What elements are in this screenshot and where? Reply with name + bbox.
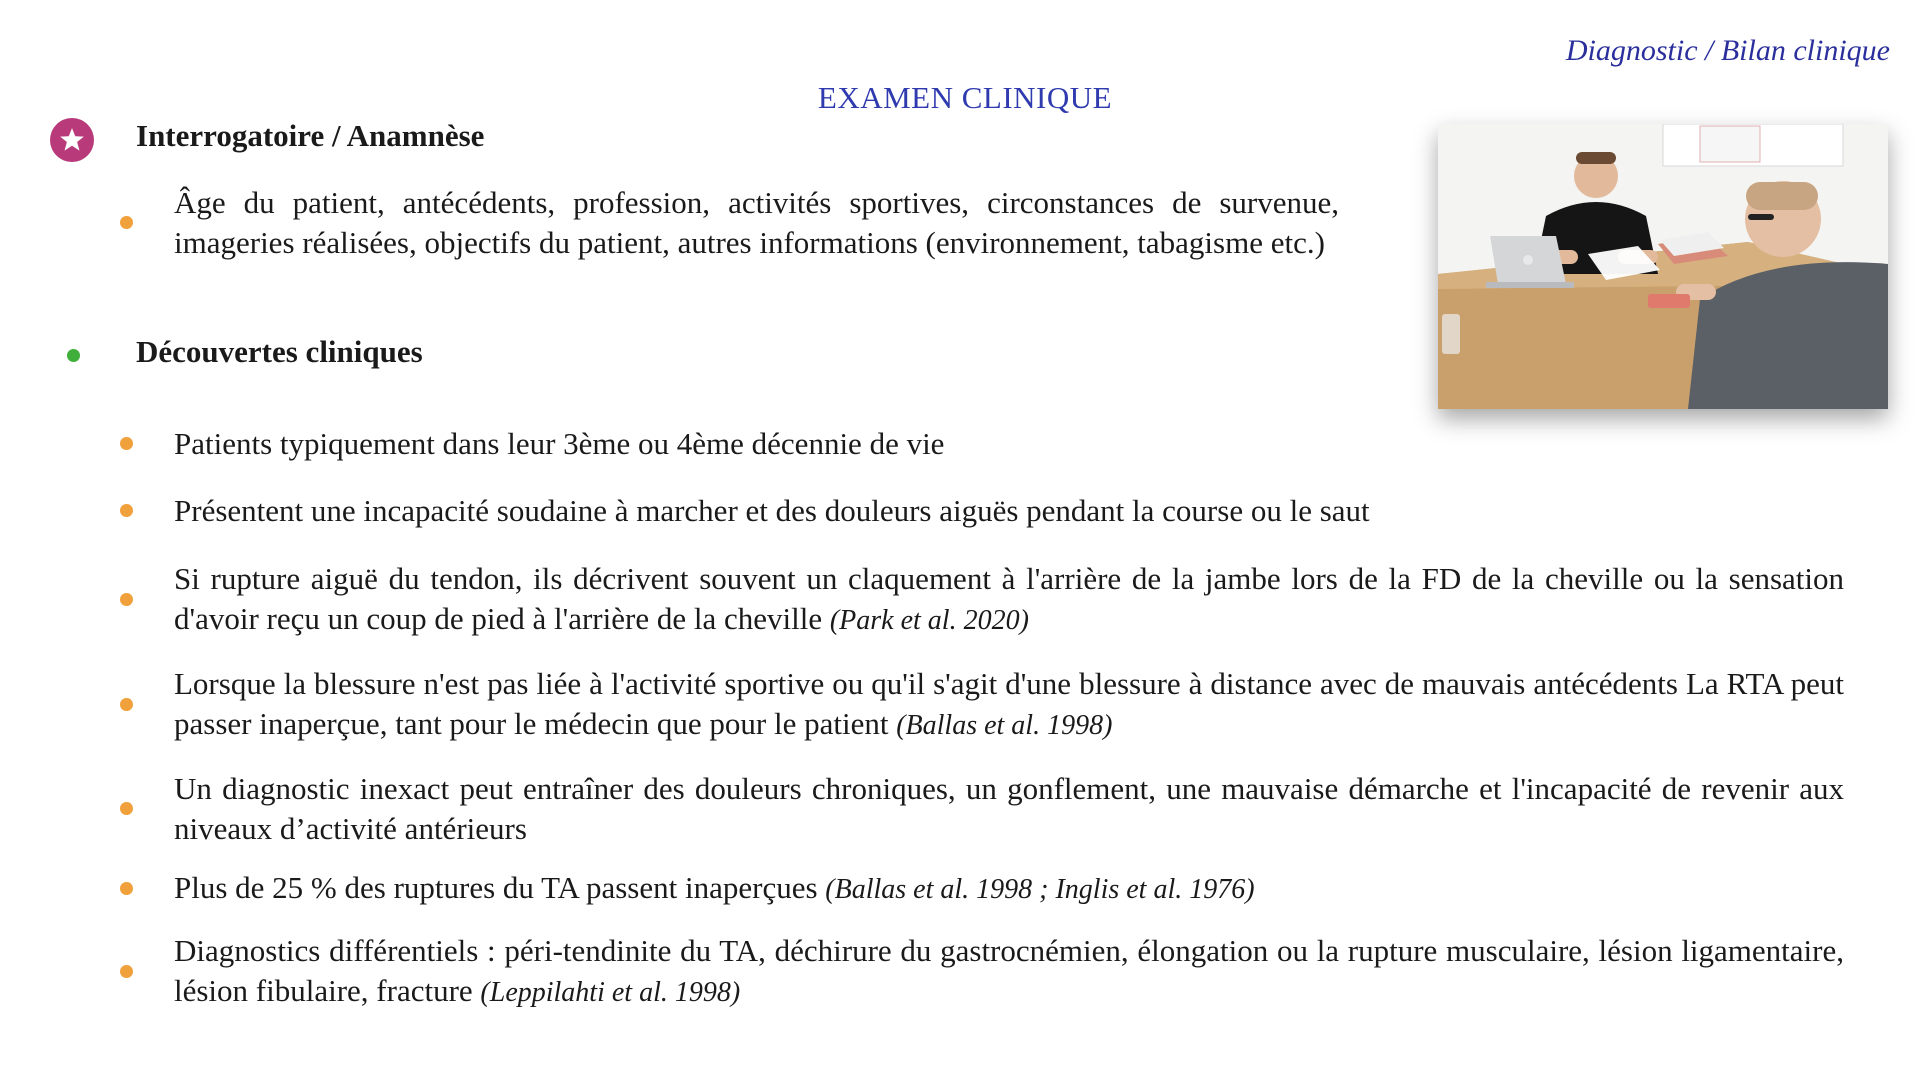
list-item [174,183,1339,263]
list-item [174,559,1844,641]
bullet-icon [120,698,133,711]
citation: (Ballas et al. 1998) [896,710,1113,741]
bullet-icon [120,802,133,815]
bullet-icon [120,216,133,229]
consultation-photo [1438,124,1888,409]
bullet-icon [120,593,133,606]
star-icon [50,118,94,162]
section-heading-decouvertes: Découvertes cliniques [136,334,423,369]
list-item [174,769,1844,849]
list-item-text: Diagnostics différentiels : péri-tendinite du TA, déchirure du gastrocnémien, élongation ou la rupture musculaire, lésion ligamentaire, lésion fibulaire, fracture [174,933,1844,1008]
list-item [174,664,1844,746]
list-item-text: Présentent une incapacité soudaine à marcher et des douleurs aiguës pendant la course ou le saut [174,493,1370,528]
citation: (Ballas et al. 1998 ; Inglis et al. 1976) [825,874,1255,905]
list-item-text: Si rupture aiguë du tendon, ils décrivent souvent un claquement à l'arrière de la jambe lors de la FD de la cheville ou la sensation d'avoir reçu un coup de pied à l'arrière de la cheville [174,561,1844,636]
citation: (Park et al. 2020) [829,605,1029,636]
list-item-text: Âge du patient, antécédents, profession, activités sportives, circonstances de survenue, imageries réalisées, objectifs du patient, autres informations (environnement, tabagisme etc.) [174,185,1339,260]
bullet-icon [120,437,133,450]
green-dot-icon [67,349,80,362]
slide-title: EXAMEN CLINIQUE [817,80,1113,115]
breadcrumb: Diagnostic / Bilan clinique [1565,34,1890,67]
list-item-text: Plus de 25 % des ruptures du TA passent inaperçues [174,870,818,905]
list-item-text: Un diagnostic inexact peut entraîner des douleurs chroniques, un gonflement, une mauvaise démarche et l'incapacité de revenir aux niveaux d’activité antérieurs [174,771,1844,846]
bullet-icon [120,965,133,978]
list-item-text: Patients typiquement dans leur 3ème ou 4ème décennie de vie [174,426,945,461]
section-heading-anamnese: Interrogatoire / Anamnèse [136,118,485,153]
bullet-icon [120,882,133,895]
bullet-icon [120,504,133,517]
list-item [174,424,1854,464]
citation: (Leppilahti et al. 1998) [480,977,741,1008]
list-item [174,868,1854,910]
list-item [174,491,1854,531]
list-item [174,931,1844,1013]
list-item-text: Lorsque la blessure n'est pas liée à l'activité sportive ou qu'il s'agit d'une blessure à distance avec de mauvais antécédents La RTA peut passer inaperçue, tant pour le médecin que pour le patient [174,666,1844,741]
